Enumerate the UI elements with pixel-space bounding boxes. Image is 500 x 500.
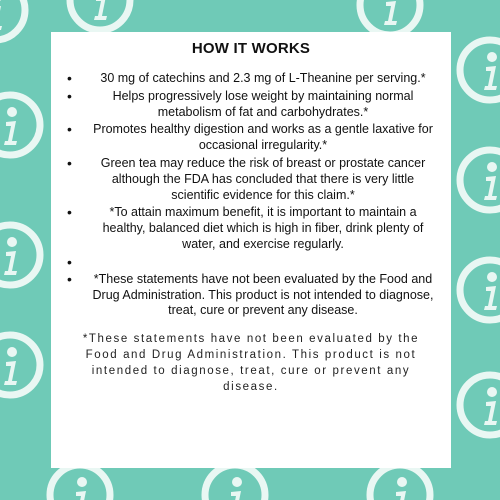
list-item: • Green tea may reduce the risk of breast or prostate cancer although the FDA has concluded that there is very little scientific evidence for this claim.* [89, 156, 437, 203]
info-icon [70, 0, 130, 30]
how-it-works-card [51, 32, 451, 468]
benefits-list [65, 71, 437, 319]
info-icon [0, 95, 40, 155]
info-icon [460, 150, 500, 210]
list-item: • Helps progressively lose weight by maintaining normal metabolism of fat and carbohydrates.* [89, 89, 437, 121]
info-icon [460, 40, 500, 100]
list-item: • Promotes healthy digestion and works as a gentle laxative for occasional irregularity.* [89, 122, 437, 154]
info-icon [460, 260, 500, 320]
info-icon [360, 0, 420, 35]
info-icon [0, 0, 25, 40]
disclaimer-text: *These statements have not been evaluated by the Food and Drug Administration. This product is not intended to diagnose, treat, cure or prevent any disease. [82, 333, 420, 394]
list-item: • 30 mg of catechins and 2.3 mg of L-Theanine per serving.* [89, 71, 437, 87]
info-icon [0, 335, 40, 395]
info-icon [0, 225, 40, 285]
info-icon [50, 465, 110, 500]
info-icon [370, 465, 430, 500]
card-heading: HOW IT WORKS [191, 40, 311, 57]
list-item: • *To attain maximum benefit, it is important to maintain a healthy, balanced diet which is high in fiber, drink plenty of water, and exercise regularly. [89, 205, 437, 252]
info-icon [205, 465, 265, 500]
list-item: • *These statements have not been evaluated by the Food and Drug Administration. This product is not intended to diagnose, treat, cure or prevent any disease. [89, 272, 437, 319]
info-icon [460, 375, 500, 435]
list-item-empty [89, 255, 437, 270]
